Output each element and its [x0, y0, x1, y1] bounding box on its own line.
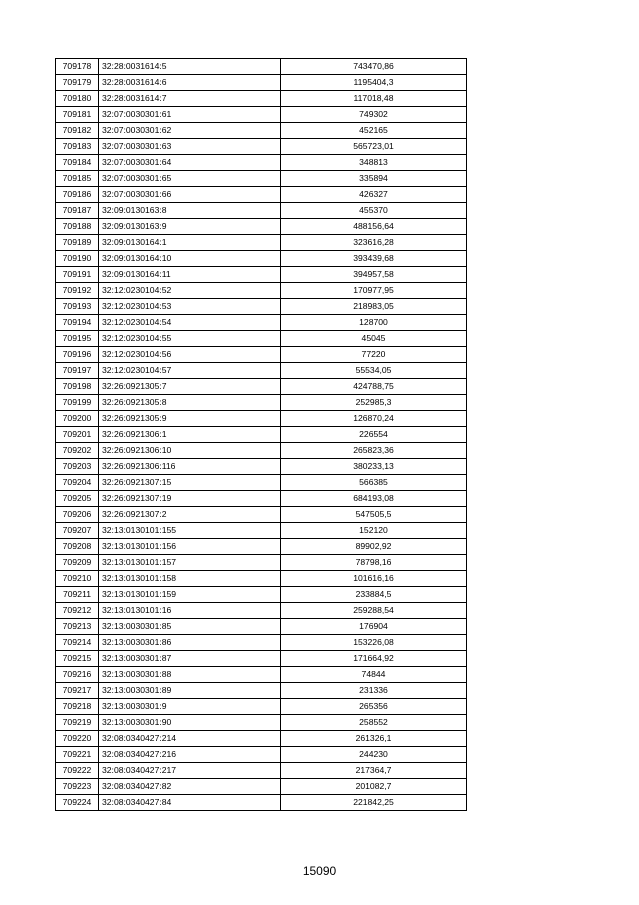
value-cell: 217364,7: [281, 763, 467, 779]
cadastral-number-cell: 32:08:0340427:82: [99, 779, 281, 795]
value-cell: 231336: [281, 683, 467, 699]
cadastral-number-cell: 32:09:0130164:1: [99, 235, 281, 251]
cadastral-number-cell: 32:07:0030301:65: [99, 171, 281, 187]
row-id-cell: 709182: [56, 123, 99, 139]
row-id-cell: 709181: [56, 107, 99, 123]
table-row: [56, 123, 467, 139]
cadastral-number-cell: 32:09:0130164:11: [99, 267, 281, 283]
cadastral-number-cell: 32:26:0921307:19: [99, 491, 281, 507]
value-cell: 74844: [281, 667, 467, 683]
value-cell: 261326,1: [281, 731, 467, 747]
table-row: [56, 619, 467, 635]
row-id-cell: 709216: [56, 667, 99, 683]
table-row: [56, 139, 467, 155]
row-id-cell: 709212: [56, 603, 99, 619]
row-id-cell: 709203: [56, 459, 99, 475]
table-row: [56, 699, 467, 715]
row-id-cell: 709192: [56, 283, 99, 299]
value-cell: 566385: [281, 475, 467, 491]
cadastral-number-cell: 32:09:0130164:10: [99, 251, 281, 267]
cadastral-number-cell: 32:13:0030301:9: [99, 699, 281, 715]
cadastral-number-cell: 32:08:0340427:214: [99, 731, 281, 747]
cadastral-number-cell: 32:13:0030301:85: [99, 619, 281, 635]
cadastral-number-cell: 32:13:0130101:156: [99, 539, 281, 555]
value-cell: 393439,68: [281, 251, 467, 267]
value-cell: 455370: [281, 203, 467, 219]
row-id-cell: 709193: [56, 299, 99, 315]
row-id-cell: 709184: [56, 155, 99, 171]
value-cell: 171664,92: [281, 651, 467, 667]
value-cell: 233884,5: [281, 587, 467, 603]
table-row: [56, 443, 467, 459]
row-id-cell: 709208: [56, 539, 99, 555]
cadastral-number-cell: 32:07:0030301:61: [99, 107, 281, 123]
cadastral-number-cell: 32:07:0030301:63: [99, 139, 281, 155]
value-cell: 226554: [281, 427, 467, 443]
cadastral-number-cell: 32:12:0230104:57: [99, 363, 281, 379]
table-row: [56, 731, 467, 747]
row-id-cell: 709188: [56, 219, 99, 235]
table-row: [56, 219, 467, 235]
table-row: [56, 411, 467, 427]
row-id-cell: 709189: [56, 235, 99, 251]
value-cell: 176904: [281, 619, 467, 635]
row-id-cell: 709178: [56, 59, 99, 75]
value-cell: 89902,92: [281, 539, 467, 555]
table-row: [56, 331, 467, 347]
row-id-cell: 709217: [56, 683, 99, 699]
table-row: [56, 59, 467, 75]
value-cell: 152120: [281, 523, 467, 539]
cadastral-number-cell: 32:28:0031614:5: [99, 59, 281, 75]
value-cell: 78798,16: [281, 555, 467, 571]
cadastral-number-cell: 32:12:0230104:52: [99, 283, 281, 299]
row-id-cell: 709222: [56, 763, 99, 779]
table-row: [56, 299, 467, 315]
cadastral-number-cell: 32:13:0030301:90: [99, 715, 281, 731]
cadastral-number-cell: 32:09:0130163:9: [99, 219, 281, 235]
cadastral-number-cell: 32:13:0030301:88: [99, 667, 281, 683]
value-cell: 126870,24: [281, 411, 467, 427]
value-cell: 749302: [281, 107, 467, 123]
table-row: [56, 571, 467, 587]
cadastral-number-cell: 32:26:0921305:9: [99, 411, 281, 427]
value-cell: 684193,08: [281, 491, 467, 507]
row-id-cell: 709183: [56, 139, 99, 155]
value-cell: 323616,28: [281, 235, 467, 251]
value-cell: 452165: [281, 123, 467, 139]
cadastral-number-cell: 32:13:0030301:86: [99, 635, 281, 651]
cadastral-number-cell: 32:12:0230104:54: [99, 315, 281, 331]
row-id-cell: 709199: [56, 395, 99, 411]
table-row: [56, 603, 467, 619]
row-id-cell: 709204: [56, 475, 99, 491]
row-id-cell: 709213: [56, 619, 99, 635]
row-id-cell: 709220: [56, 731, 99, 747]
table-row: [56, 235, 467, 251]
cadastral-number-cell: 32:07:0030301:64: [99, 155, 281, 171]
cadastral-number-cell: 32:26:0921306:10: [99, 443, 281, 459]
cadastral-number-cell: 32:08:0340427:217: [99, 763, 281, 779]
cadastral-number-cell: 32:13:0030301:87: [99, 651, 281, 667]
table-row: [56, 395, 467, 411]
table-row: [56, 763, 467, 779]
value-cell: 426327: [281, 187, 467, 203]
cadastral-number-cell: 32:13:0130101:155: [99, 523, 281, 539]
table-row: [56, 427, 467, 443]
table-row: [56, 507, 467, 523]
value-cell: 488156,64: [281, 219, 467, 235]
table-row: [56, 91, 467, 107]
table-row: [56, 683, 467, 699]
value-cell: 348813: [281, 155, 467, 171]
table-row: [56, 747, 467, 763]
row-id-cell: 709210: [56, 571, 99, 587]
value-cell: 565723,01: [281, 139, 467, 155]
row-id-cell: 709180: [56, 91, 99, 107]
table-row: [56, 651, 467, 667]
registry-table: [55, 58, 467, 811]
row-id-cell: 709211: [56, 587, 99, 603]
row-id-cell: 709197: [56, 363, 99, 379]
table-row: [56, 283, 467, 299]
cadastral-number-cell: 32:26:0921305:7: [99, 379, 281, 395]
table-row: [56, 459, 467, 475]
table-row: [56, 635, 467, 651]
cadastral-number-cell: 32:26:0921307:2: [99, 507, 281, 523]
row-id-cell: 709200: [56, 411, 99, 427]
value-cell: 77220: [281, 347, 467, 363]
table-row: [56, 363, 467, 379]
table-row: [56, 539, 467, 555]
value-cell: 55534,05: [281, 363, 467, 379]
row-id-cell: 709218: [56, 699, 99, 715]
cadastral-number-cell: 32:13:0130101:157: [99, 555, 281, 571]
table-row: [56, 315, 467, 331]
value-cell: 1195404,3: [281, 75, 467, 91]
value-cell: 743470,86: [281, 59, 467, 75]
row-id-cell: 709219: [56, 715, 99, 731]
row-id-cell: 709209: [56, 555, 99, 571]
registry-table-body: [56, 59, 467, 811]
row-id-cell: 709205: [56, 491, 99, 507]
value-cell: 153226,08: [281, 635, 467, 651]
cadastral-number-cell: 32:12:0230104:56: [99, 347, 281, 363]
value-cell: 335894: [281, 171, 467, 187]
row-id-cell: 709186: [56, 187, 99, 203]
value-cell: 380233,13: [281, 459, 467, 475]
row-id-cell: 709195: [56, 331, 99, 347]
value-cell: 218983,05: [281, 299, 467, 315]
cadastral-number-cell: 32:28:0031614:6: [99, 75, 281, 91]
row-id-cell: 709214: [56, 635, 99, 651]
cadastral-number-cell: 32:08:0340427:216: [99, 747, 281, 763]
value-cell: 394957,58: [281, 267, 467, 283]
cadastral-number-cell: 32:07:0030301:62: [99, 123, 281, 139]
row-id-cell: 709185: [56, 171, 99, 187]
value-cell: 170977,95: [281, 283, 467, 299]
row-id-cell: 709215: [56, 651, 99, 667]
value-cell: 424788,75: [281, 379, 467, 395]
table-row: [56, 203, 467, 219]
table-row: [56, 555, 467, 571]
cadastral-number-cell: 32:13:0030301:89: [99, 683, 281, 699]
row-id-cell: 709206: [56, 507, 99, 523]
row-id-cell: 709191: [56, 267, 99, 283]
cadastral-number-cell: 32:13:0130101:159: [99, 587, 281, 603]
cadastral-number-cell: 32:08:0340427:84: [99, 795, 281, 811]
table-row: [56, 587, 467, 603]
page-number: 15090: [302, 864, 337, 878]
value-cell: 128700: [281, 315, 467, 331]
row-id-cell: 709198: [56, 379, 99, 395]
table-row: [56, 667, 467, 683]
value-cell: 547505,5: [281, 507, 467, 523]
table-row: [56, 171, 467, 187]
value-cell: 244230: [281, 747, 467, 763]
row-id-cell: 709223: [56, 779, 99, 795]
row-id-cell: 709190: [56, 251, 99, 267]
cadastral-number-cell: 32:26:0921305:8: [99, 395, 281, 411]
value-cell: 45045: [281, 331, 467, 347]
row-id-cell: 709194: [56, 315, 99, 331]
table-row: [56, 75, 467, 91]
row-id-cell: 709207: [56, 523, 99, 539]
row-id-cell: 709221: [56, 747, 99, 763]
cadastral-number-cell: 32:07:0030301:66: [99, 187, 281, 203]
table-row: [56, 267, 467, 283]
cadastral-number-cell: 32:13:0130101:158: [99, 571, 281, 587]
row-id-cell: 709196: [56, 347, 99, 363]
cadastral-number-cell: 32:26:0921306:1: [99, 427, 281, 443]
value-cell: 265356: [281, 699, 467, 715]
value-cell: 259288,54: [281, 603, 467, 619]
row-id-cell: 709179: [56, 75, 99, 91]
cadastral-number-cell: 32:28:0031614:7: [99, 91, 281, 107]
value-cell: 258552: [281, 715, 467, 731]
cadastral-number-cell: 32:26:0921306:116: [99, 459, 281, 475]
cadastral-number-cell: 32:13:0130101:16: [99, 603, 281, 619]
value-cell: 252985,3: [281, 395, 467, 411]
cadastral-number-cell: 32:12:0230104:55: [99, 331, 281, 347]
value-cell: 117018,48: [281, 91, 467, 107]
cadastral-number-cell: 32:26:0921307:15: [99, 475, 281, 491]
table-row: [56, 795, 467, 811]
table-row: [56, 251, 467, 267]
row-id-cell: 709224: [56, 795, 99, 811]
value-cell: 221842,25: [281, 795, 467, 811]
table-row: [56, 107, 467, 123]
table-row: [56, 187, 467, 203]
cadastral-number-cell: 32:09:0130163:8: [99, 203, 281, 219]
row-id-cell: 709187: [56, 203, 99, 219]
table-row: [56, 491, 467, 507]
value-cell: 201082,7: [281, 779, 467, 795]
row-id-cell: 709202: [56, 443, 99, 459]
table-row: [56, 715, 467, 731]
table-row: [56, 523, 467, 539]
row-id-cell: 709201: [56, 427, 99, 443]
table-row: [56, 155, 467, 171]
table-row: [56, 779, 467, 795]
table-row: [56, 475, 467, 491]
cadastral-number-cell: 32:12:0230104:53: [99, 299, 281, 315]
value-cell: 101616,16: [281, 571, 467, 587]
table-row: [56, 347, 467, 363]
table-row: [56, 379, 467, 395]
value-cell: 265823,36: [281, 443, 467, 459]
